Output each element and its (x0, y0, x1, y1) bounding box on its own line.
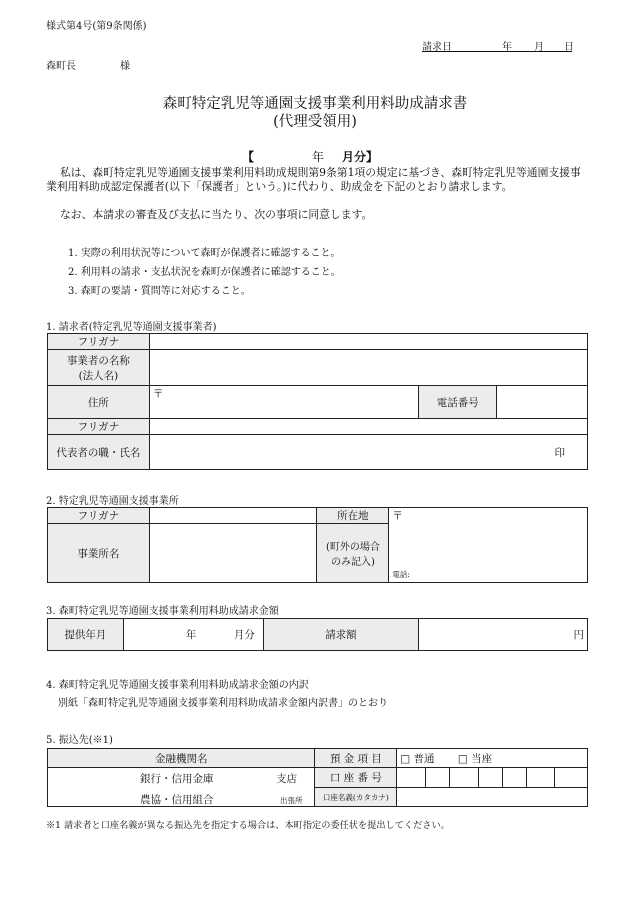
address-field[interactable] (149, 386, 418, 419)
account-type-field[interactable] (397, 749, 588, 768)
phone-field[interactable] (497, 386, 588, 419)
account-digit-3[interactable] (450, 768, 479, 788)
provide-month-field[interactable] (123, 619, 263, 651)
addressee-name: 森町長 (46, 61, 76, 72)
form-number: 様式第4号(第9条関係) (46, 21, 147, 32)
location-phone-label: 電話: (392, 570, 410, 579)
period-open: 【 (242, 150, 255, 164)
amount-label: 請求額 (263, 619, 419, 651)
consent-paragraph: なお、本請求の審査及び支払に当たり、次の事項に同意します。 (60, 208, 373, 221)
seal-mark: 印 (554, 446, 565, 459)
business-name-label-line2: (法人名) (78, 369, 119, 382)
representative-field[interactable] (149, 435, 587, 470)
form-subtitle: (代理受領用) (273, 114, 357, 130)
footnote: ※1 請求者と口座名義が異なる振込先を指定する場合は、本町指定の委任状を提出してください。 (46, 820, 450, 831)
business-name-label (48, 350, 150, 386)
office-furigana-label: フリガナ (48, 508, 150, 524)
account-digit-1[interactable] (397, 768, 426, 788)
representative-label: 代表者の職・氏名 (48, 435, 150, 470)
request-date-label: 請求日 (422, 42, 452, 53)
furigana-label: フリガナ (48, 334, 150, 350)
amount-table (47, 618, 588, 651)
furigana2-label: フリガナ (48, 419, 150, 435)
period-year: 年 (312, 150, 325, 164)
branch-label-1: 支店 (276, 773, 297, 785)
provide-month-unit: 月分 (233, 629, 255, 641)
consent-item-3: 3. 森町の要請・質問等に対応すること。 (68, 286, 251, 297)
account-holder-label: 口座名義(カタカナ) (315, 788, 397, 807)
account-number-label: 口 座 番 号 (315, 768, 397, 788)
request-date-line (422, 38, 572, 52)
checkbox-futsu[interactable]: □ 普通 (400, 752, 435, 765)
period-month: 月分】 (342, 150, 379, 164)
phone-label: 電話番号 (419, 386, 497, 419)
amount-field[interactable] (419, 619, 588, 651)
account-digit-5[interactable] (503, 768, 527, 788)
section3-heading: 3. 森町特定乳児等通園支援事業利用料助成請求金額 (46, 606, 279, 617)
business-name-field[interactable] (149, 350, 587, 386)
address-label: 住所 (48, 386, 150, 419)
section4-text: 別紙「森町特定乳児等通園支援事業利用料助成請求金額内訳書」のとおり (58, 698, 388, 709)
form-title: 森町特定乳児等通園支援事業利用料助成請求書 (162, 96, 468, 112)
furigana2-field[interactable] (149, 419, 587, 435)
outside-note-line2: のみ記入) (330, 557, 375, 568)
provide-month-label: 提供年月 (48, 619, 124, 651)
account-type-label: 預 金 項 目 (315, 749, 397, 768)
bank-name-field[interactable] (48, 768, 315, 807)
office-table (47, 507, 588, 583)
consent-item-2: 2. 利用料の請求・支払状況を森町が保護者に確認すること。 (68, 267, 341, 278)
account-holder-field[interactable] (397, 788, 588, 807)
outside-note-line1: (町外の場合 (325, 542, 380, 553)
checkbox-toza[interactable]: □ 当座 (457, 752, 493, 765)
section4-heading: 4. 森町特定乳児等通園支援事業利用料助成請求金額の内訳 (46, 680, 309, 691)
request-date-month: 月 (534, 42, 544, 53)
outside-note (317, 524, 389, 583)
bank-name-header: 金融機関名 (48, 749, 315, 768)
account-digit-2[interactable] (426, 768, 450, 788)
request-date-day: 日 (564, 42, 574, 53)
account-digit-6[interactable] (527, 768, 555, 788)
bank-type-line1: 銀行・信用金庫 (140, 773, 214, 785)
furigana-field[interactable] (149, 334, 587, 350)
bank-type-line2: 農協・信用組合 (140, 794, 214, 806)
section1-heading: 1. 請求者(特定乳児等通園支援事業者) (46, 322, 217, 333)
account-digit-4[interactable] (479, 768, 503, 788)
intro-paragraph: 私は、森町特定乳児等通園支援事業利用料助成規則第9条第1項の規定に基づき、森町特定乳児等通園支援事業利用料助成認定保護者(以下「保護者」という。)に代わり、助成金を下記のとおり請求します。 (46, 166, 581, 193)
bank-table (47, 748, 588, 807)
postal-mark: 〒 (152, 388, 164, 400)
office-name-field[interactable] (149, 524, 317, 583)
account-digit-7[interactable] (554, 768, 587, 788)
request-date-year: 年 (502, 42, 512, 53)
provide-year-unit: 年 (185, 629, 197, 641)
section5-heading: 5. 振込先(※1) (46, 735, 113, 746)
location-postal-mark: 〒 (392, 510, 403, 522)
requester-table (47, 333, 588, 470)
office-name-label: 事業所名 (48, 524, 150, 583)
business-name-label-line1: 事業者の名称 (66, 354, 130, 367)
office-furigana-field[interactable] (149, 508, 317, 524)
location-field[interactable] (389, 508, 588, 583)
section2-heading: 2. 特定乳児等通園支援事業所 (46, 496, 179, 507)
addressee-honorific: 様 (120, 61, 130, 72)
consent-item-1: 1. 実際の利用状況等について森町が保護者に確認すること。 (68, 248, 341, 259)
yen-unit: 円 (573, 629, 584, 641)
location-label: 所在地 (317, 508, 389, 524)
branch-label-2: 出張所 (280, 796, 303, 805)
